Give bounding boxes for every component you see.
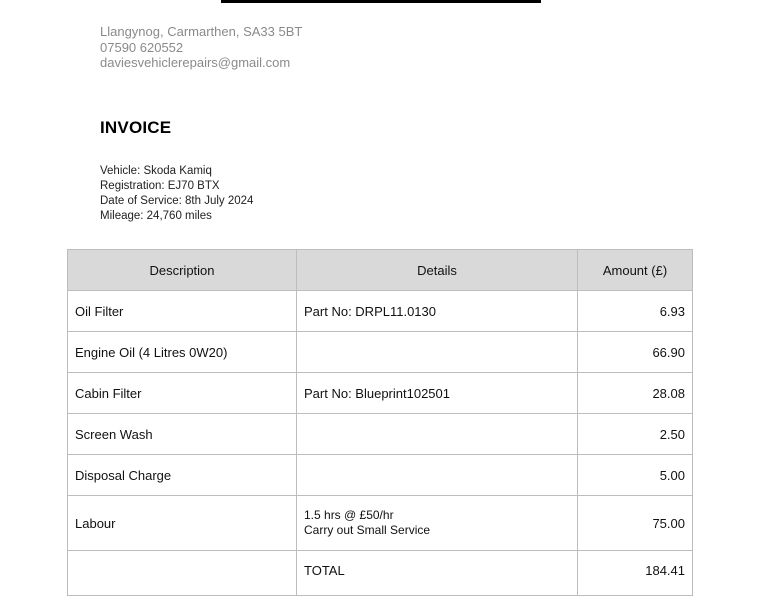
row-amount: 6.93 [578, 291, 693, 332]
business-phone: 07590 620552 [100, 39, 184, 55]
total-row [68, 551, 693, 596]
total-amount: 184.41 [578, 551, 693, 596]
table-row [68, 291, 693, 332]
row-details [297, 332, 578, 373]
row-amount: 5.00 [578, 455, 693, 496]
table-row [68, 373, 693, 414]
vehicle-info [100, 164, 253, 224]
date-of-service: Date of Service: 8th July 2024 [100, 195, 254, 207]
row-details [297, 455, 578, 496]
labour-task: Carry out Small Service [304, 523, 431, 537]
row-description: Screen Wash [68, 414, 297, 455]
total-label: TOTAL [297, 551, 578, 596]
invoice-title: INVOICE [100, 118, 172, 137]
row-amount: 66.90 [578, 332, 693, 373]
row-details [297, 496, 578, 551]
row-amount: 75.00 [578, 496, 693, 551]
total-spacer [68, 551, 297, 596]
row-amount: 28.08 [578, 373, 693, 414]
row-description: Engine Oil (4 Litres 0W20) [68, 332, 297, 373]
row-details: Part No: Blueprint102501 [297, 373, 578, 414]
table-row [68, 414, 693, 455]
table-row [68, 332, 693, 373]
row-description: Labour [68, 496, 297, 551]
business-address: Llangynog, Carmarthen, SA33 5BT [100, 24, 303, 39]
header-details: Details [297, 250, 578, 291]
header-description: Description [68, 250, 297, 291]
row-description: Cabin Filter [68, 373, 297, 414]
row-description: Oil Filter [68, 291, 297, 332]
row-details: Part No: DRPL11.0130 [297, 291, 578, 332]
row-details [297, 414, 578, 455]
labour-rate: 1.5 hrs @ £50/hr [304, 508, 394, 522]
invoice-items-table [67, 249, 693, 596]
header-bar [221, 0, 541, 3]
table-header-row [68, 250, 693, 291]
vehicle-model: Vehicle: Skoda Kamiq [100, 165, 212, 177]
table-row [68, 496, 693, 551]
vehicle-registration: Registration: EJ70 BTX [100, 180, 220, 192]
business-contact [100, 24, 302, 71]
row-amount: 2.50 [578, 414, 693, 455]
business-email: daviesvehiclerepairs@gmail.com [100, 55, 291, 70]
row-description: Disposal Charge [68, 455, 297, 496]
table-row [68, 455, 693, 496]
vehicle-mileage: Mileage: 24,760 miles [100, 210, 212, 222]
header-amount: Amount (£) [578, 250, 693, 291]
